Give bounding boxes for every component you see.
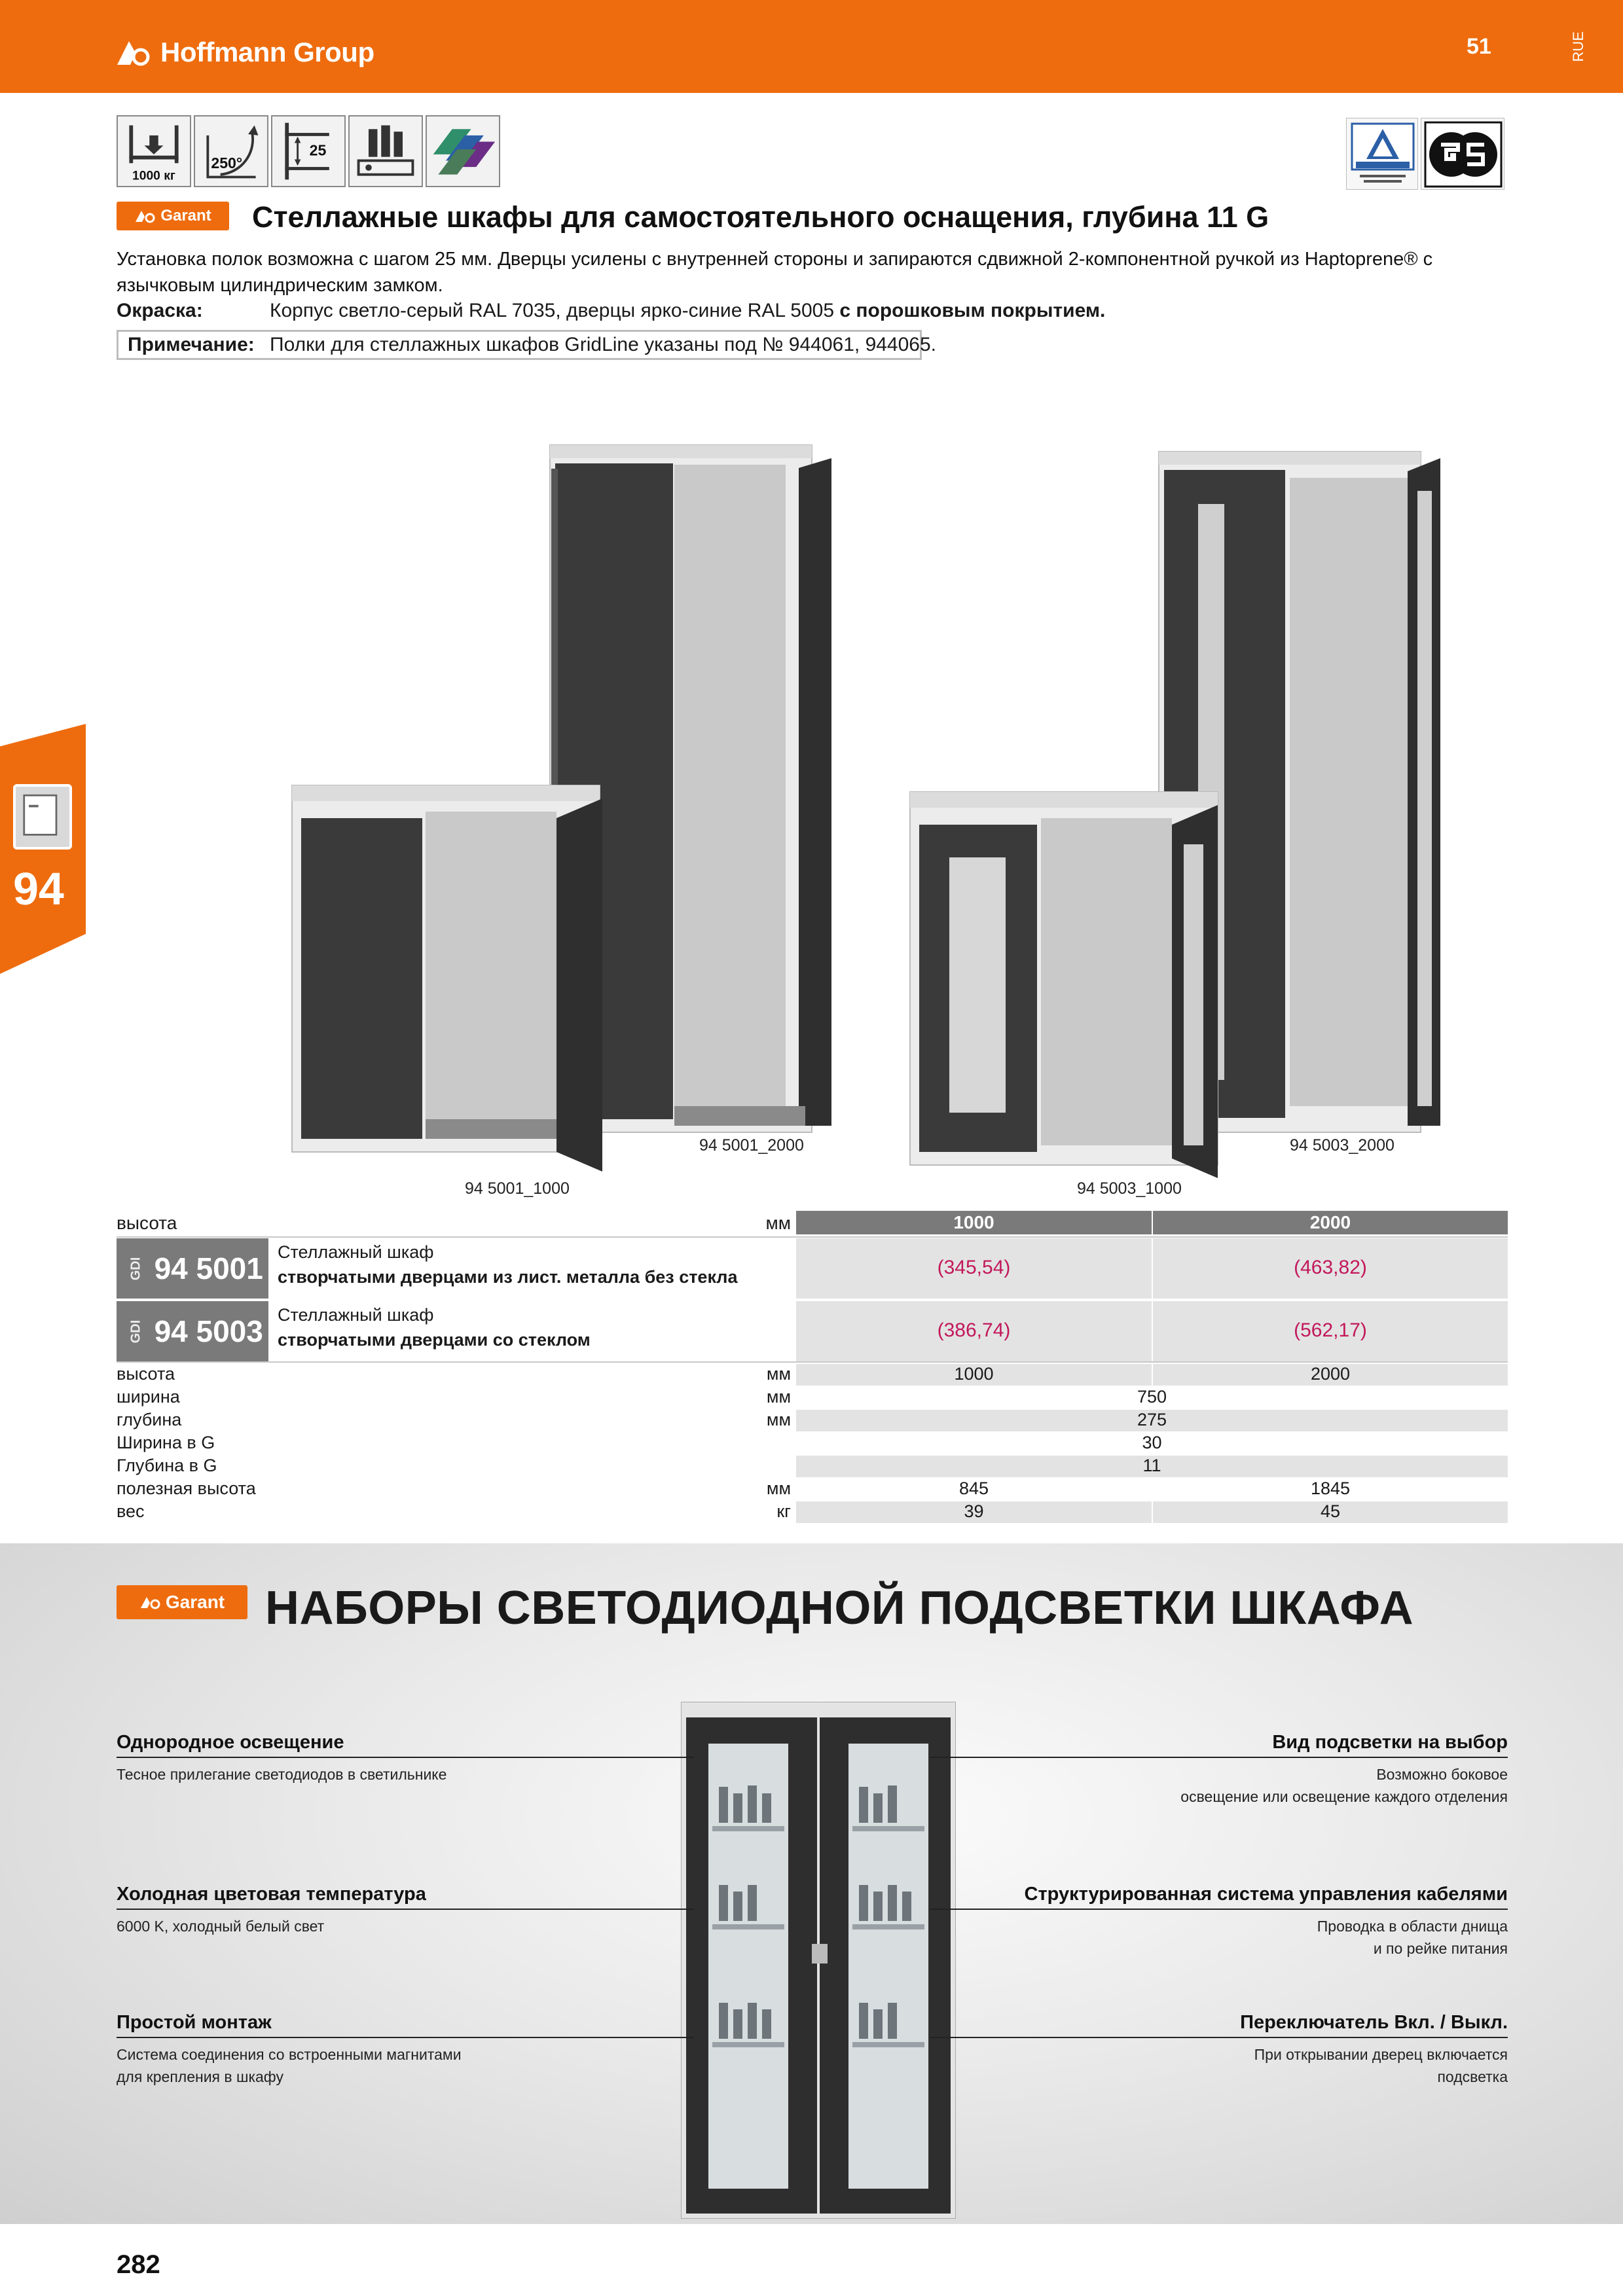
column-1000: 1000 xyxy=(796,1211,1152,1234)
feature-pointer-line xyxy=(117,1909,694,1910)
brand xyxy=(115,34,374,71)
table-row-product-2[interactable] xyxy=(117,1301,1508,1361)
color-swatches-icon xyxy=(426,115,500,187)
cabinet-94-5003-image xyxy=(903,439,1460,1178)
spec-label: высота xyxy=(117,1364,175,1384)
product-line2: створчатыми дверцами со стеклом xyxy=(278,1330,591,1350)
caption-94-5001-2000: 94 5001_2000 xyxy=(699,1136,804,1155)
table-header-row xyxy=(117,1211,1508,1234)
paint-value-text: Корпус светло-серый RAL 7035, дверцы ярко-синие RAL 5005 xyxy=(270,300,835,321)
spec-table xyxy=(117,1364,1508,1526)
price-1000: (386,74) xyxy=(937,1319,1011,1341)
gdi-label: GDI xyxy=(128,1257,143,1280)
feature-cable-management-title: Структурированная система управления кабелями xyxy=(1024,1884,1508,1905)
load-label: 1000 кг xyxy=(132,169,175,183)
spec-label: глубина xyxy=(117,1410,182,1429)
caption-94-5003-1000: 94 5003_1000 xyxy=(1077,1179,1182,1198)
article-cell xyxy=(117,1238,268,1299)
feature-switch-title: Переключатель Вкл. / Выкл. xyxy=(1240,2012,1508,2033)
spec-unit: кг xyxy=(776,1501,791,1521)
feature-lighting-mode-title: Вид подсветки на выбор xyxy=(1272,1732,1508,1753)
feature-mounting-text-2: для крепления в шкафу xyxy=(117,2068,283,2085)
spec-value-2000: 1845 xyxy=(1310,1479,1351,1498)
spec-label: Ширина в G xyxy=(117,1433,215,1452)
page-number-top: 51 xyxy=(1467,34,1491,59)
garant-label: Garant xyxy=(160,207,211,224)
feature-cable-management-text-1: Проводка в области днища xyxy=(1317,1918,1508,1935)
door-angle-icon xyxy=(194,115,268,187)
cabinet-94-5001-image xyxy=(282,432,858,1178)
garant-label: Garant xyxy=(165,1592,225,1612)
divider xyxy=(117,1361,1508,1363)
column-2000: 2000 xyxy=(1153,1211,1508,1234)
feature-pointer-line xyxy=(930,1909,1508,1910)
paint-value-bold: с порошковым покрытием. xyxy=(839,300,1106,321)
feature-lighting-mode-text-2: освещение или освещение каждого отделения xyxy=(1180,1788,1508,1805)
tuv-certificate-icon xyxy=(1346,118,1418,190)
brand-name: Hoffmann Group xyxy=(160,37,374,67)
caption-94-5001-1000: 94 5001_1000 xyxy=(465,1179,570,1198)
spec-label: полезная высота xyxy=(117,1479,256,1498)
spec-value-1000: 39 xyxy=(796,1501,1152,1523)
product-line1: Стеллажный шкаф xyxy=(278,1305,434,1325)
gdi-label: GDI xyxy=(128,1319,143,1343)
product-line2: створчатыми дверцами из лист. металла без стекла xyxy=(278,1267,738,1287)
garant-badge xyxy=(117,1585,247,1619)
price-1000: (345,54) xyxy=(937,1257,1011,1278)
led-section-title: НАБОРЫ СВЕТОДИОДНОЙ ПОДСВЕТКИ ШКАФА xyxy=(265,1582,1414,1634)
shelf-step-icon xyxy=(271,115,346,187)
paint-label: Окраска: xyxy=(117,300,203,321)
article-cell xyxy=(117,1301,268,1361)
spec-value: 750 xyxy=(1137,1387,1167,1407)
spec-value: 11 xyxy=(796,1456,1508,1477)
feature-switch-text-1: При открывании дверец включается xyxy=(1254,2046,1508,2063)
led-cabinet-image xyxy=(681,1702,956,2219)
divider xyxy=(117,1299,1508,1300)
note-value: Полки для стеллажных шкафов GridLine указаны под № 944061, 944065. xyxy=(270,334,937,355)
article-number: 94 5003 xyxy=(154,1314,263,1348)
feature-color-temperature-text: 6000 K, холодный белый свет xyxy=(117,1918,325,1935)
feature-lighting-mode-text-1: Возможно боковое xyxy=(1376,1766,1508,1783)
price-2000: (562,17) xyxy=(1294,1319,1367,1341)
language-code: RUE xyxy=(1570,31,1586,62)
section-description: Установка полок возможна с шагом 25 мм. Дверцы усилены с внутренней стороны и запираются сдвижной 2-компонентной ручкой из Haptoprene® с язычковым цилиндрическим замком. xyxy=(117,249,1433,296)
spec-unit: мм xyxy=(766,1364,791,1384)
feature-pointer-line xyxy=(117,2037,694,2038)
article-number: 94 5001 xyxy=(154,1251,263,1285)
spec-label: ширина xyxy=(117,1387,180,1407)
garant-logo-icon xyxy=(134,209,156,223)
feature-color-temperature-title: Холодная цветовая температура xyxy=(117,1884,426,1905)
page-number-bottom: 282 xyxy=(117,2250,160,2279)
spec-unit: мм xyxy=(766,1479,791,1498)
spec-value-1000: 845 xyxy=(958,1479,989,1498)
spec-value: 275 xyxy=(796,1410,1508,1431)
caption-94-5003-2000: 94 5003_2000 xyxy=(1290,1136,1395,1155)
chapter-number: 94 xyxy=(13,863,64,914)
section-title: Стеллажные шкафы для самостоятельного оснащения, глубина 11 G xyxy=(252,200,1269,234)
unit-label: мм xyxy=(765,1213,791,1233)
spec-unit: мм xyxy=(766,1410,791,1429)
feature-uniform-lighting-title: Однородное освещение xyxy=(117,1732,344,1753)
cabinet-chapter-icon xyxy=(13,784,72,850)
handle-lock-icon xyxy=(348,115,423,187)
product-line1: Стеллажный шкаф xyxy=(278,1242,434,1262)
height-label: высота xyxy=(117,1213,177,1233)
spec-label: вес xyxy=(117,1501,145,1521)
note-label: Примечание: xyxy=(128,334,255,355)
spec-value-2000: 45 xyxy=(1153,1501,1508,1523)
spec-value-2000: 2000 xyxy=(1153,1364,1508,1386)
hoffmann-logo-icon xyxy=(115,36,154,69)
gs-certificate-icon xyxy=(1421,118,1504,190)
load-capacity-icon xyxy=(117,115,191,187)
table-row-product-1[interactable] xyxy=(117,1238,1508,1299)
spec-value: 30 xyxy=(1142,1433,1162,1452)
feature-mounting-text-1: Система соединения со встроенными магнитами xyxy=(117,2046,462,2063)
price-2000: (463,82) xyxy=(1294,1257,1367,1278)
paint-value xyxy=(270,300,1105,322)
divider xyxy=(117,1236,1508,1238)
feature-cable-management-text-2: и по рейке питания xyxy=(1373,1940,1508,1957)
garant-logo-icon xyxy=(139,1595,162,1609)
step-label: 25 xyxy=(309,141,327,159)
feature-mounting-title: Простой монтаж xyxy=(117,2012,272,2033)
feature-pointer-line xyxy=(117,1757,694,1758)
spec-label: Глубина в G xyxy=(117,1456,217,1475)
feature-pointer-line xyxy=(930,2037,1508,2038)
garant-badge xyxy=(117,202,229,230)
angle-label: 250° xyxy=(211,154,243,172)
feature-uniform-lighting-text: Тесное прилегание светодиодов в светильнике xyxy=(117,1766,447,1783)
spec-unit: мм xyxy=(766,1387,791,1407)
feature-pointer-line xyxy=(930,1757,1508,1758)
spec-value-1000: 1000 xyxy=(796,1364,1152,1386)
feature-switch-text-2: подсветка xyxy=(1437,2068,1508,2085)
